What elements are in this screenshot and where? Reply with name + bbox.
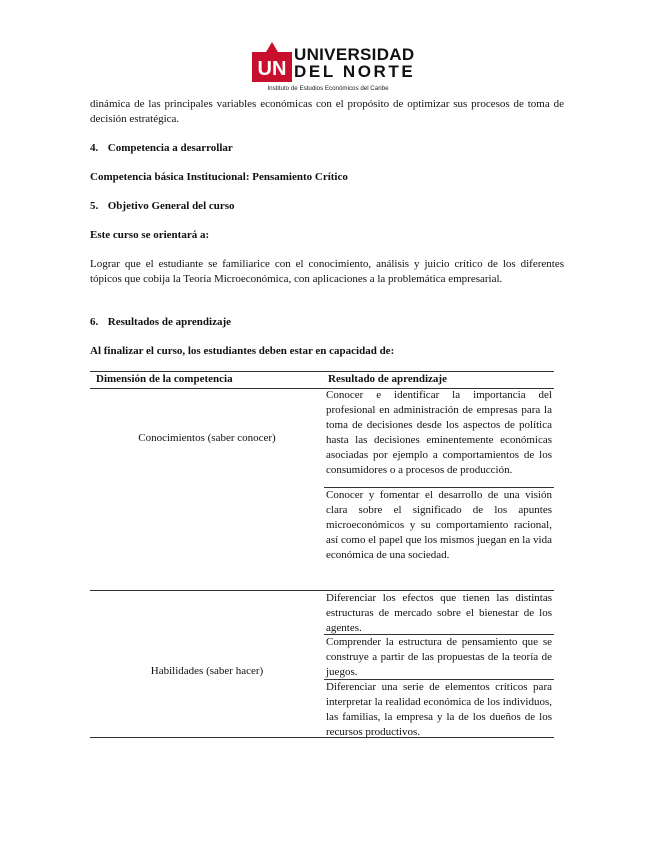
logo-del-norte-word: DEL NORTE (294, 62, 416, 81)
section-5-heading (90, 199, 235, 214)
logo-university-word: UNIVERSIDAD (294, 45, 415, 64)
table-result-cell: Conocer e identificar la importancia del profesional en administración de empresas para la toma de decisiones desde los aspectos de política hasta las decisiones eminentemente económicas asociadas por ejemplo a comportamientos de los consumidores o a procesos de producción. (326, 389, 552, 476)
university-logo (252, 38, 416, 96)
table-result-cell: Diferenciar los efectos que tienen las distintas estructuras de mercado sobre el bienestar de los agentes. (326, 592, 552, 634)
table-result-cell: Comprender la estructura de pensamiento que se construye a partir de las propuestas de la teoría de juegos. (326, 636, 552, 678)
section-5-subtitle: Este curso se orientará a: (90, 229, 210, 241)
table-dimension-skills: Habilidades (saber hacer) (150, 665, 264, 677)
section-4-title: Competencia a desarrollar (107, 142, 233, 154)
section-5-number: 5. (90, 200, 99, 212)
section-5-title: Objetivo General del curso (107, 200, 235, 212)
section-4-heading (90, 141, 233, 156)
table-bottom-rule (90, 737, 554, 738)
section-6-title: Resultados de aprendizaje (107, 316, 231, 328)
table-result-cell: Conocer y fomentar el desarrollo de una visión clara sobre el significado de los apuntes microeconómicos y su comportamiento racional, así como el papel que los mismos juegan en la vida económica de una sociedad. (326, 489, 552, 561)
section-4-subtitle: Competencia básica Institucional: Pensamiento Crítico (90, 171, 348, 183)
table-result-cell: Diferenciar una serie de elementos críticos para interpretar la realidad económica de los individuos, las familias, la empresa y la de los dueños de los recursos productivos. (326, 681, 552, 738)
svg-text:UN: UN (257, 58, 287, 80)
section-6-subtitle: Al finalizar el curso, los estudiantes deben estar en capacidad de: (90, 345, 395, 357)
section-6-heading (90, 315, 231, 330)
intro-continuation: dinámica de las principales variables económicas con el propósito de optimizar sus procesos de toma de decisión estratégica. (90, 98, 564, 125)
table-header-dimension: Dimensión de la competencia (96, 373, 233, 385)
section-5-paragraph: Lograr que el estudiante se familiarice con el conocimiento, análisis y juicio crítico de los diferentes tópicos que cobija la Teoría Microeconómica, con aplicaciones a la problemática empresarial. (90, 258, 564, 285)
un-logo-mark-icon (252, 42, 292, 82)
section-6-number: 6. (90, 316, 99, 328)
logo-institute-name: Instituto de Estudios Económicos del Caribe (267, 85, 389, 92)
section-4-number: 4. (90, 142, 99, 154)
table-header-result: Resultado de aprendizaje (328, 373, 447, 385)
table-dimension-knowledge: Conocimientos (saber conocer) (138, 432, 276, 444)
